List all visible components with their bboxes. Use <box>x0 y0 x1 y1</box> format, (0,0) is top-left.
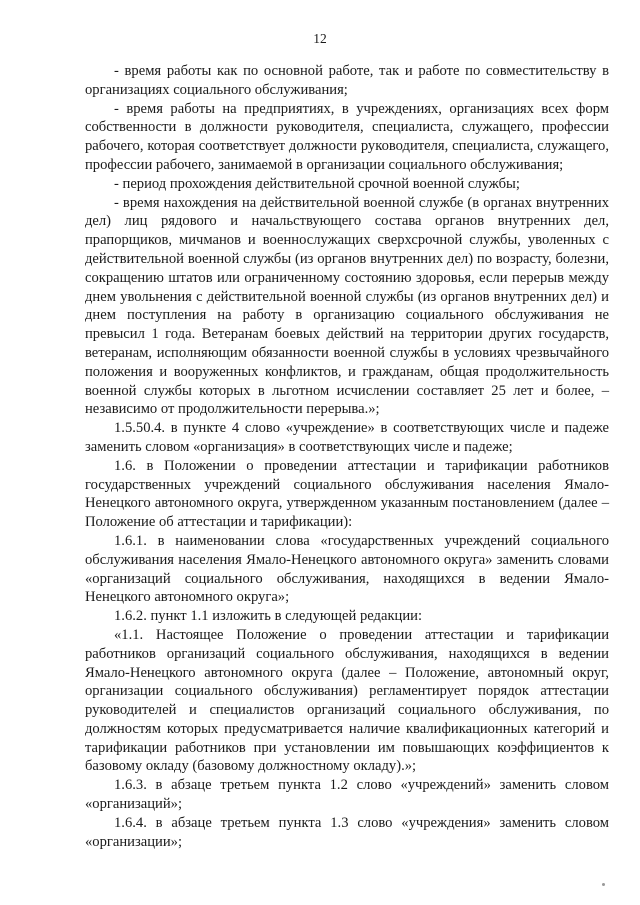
page-number: 12 <box>313 31 327 46</box>
paragraph: 1.6.3. в абзаце третьем пункта 1.2 слово «учреждений» заменить словом «организаций»; <box>85 777 609 813</box>
paragraph: 1.5.50.4. в пункте 4 слово «учреждение» в соответствующих числе и падеже заменить словом «организация» в соответствующих числе и падеже; <box>85 420 609 455</box>
paragraph: 1.6.2. пункт 1.1 изложить в следующей редакции: <box>114 608 423 625</box>
paragraph: - время работы как по основной работе, так и работе по совместительству в организациях социального обслуживания; <box>85 63 609 98</box>
paragraph: 1.6. в Положении о проведении аттестации и тарификации работников государственных учреждений социального обслуживания населения Ямало-Ненецкого автономного округа, утвержденном указанным постановлением (далее – Положение об аттестации и тарификации): <box>85 457 609 531</box>
paragraph: 1.6.1. в наименовании слова «государственных учреждений социального обслуживания населения Ямало-Ненецкого автономного округа» заменить словами «организаций социального обслуживания, находящихся в ведении Ямало-Ненецкого автономного округа»; <box>85 532 609 606</box>
paragraph: - время работы на предприятиях, в учреждениях, организациях всех форм собственности в должности руководителя, специалиста, служащего, профессии рабочего, которая соответствует должности руководителя, специалиста, служащего, профессии рабочего, занимаемой в организации социального обслуживания; <box>85 100 609 173</box>
paragraph: - время нахождения на действительной военной службе (в органах внутренних дел) лиц рядового и начальствующего состава органов внутренних дел, прапорщиков, мичманов и военнослужащих сверхсрочной службы, уволенных с действительной военной службы (из органов внутренних дел) по возрасту, болезни, сокращению штатов или ограниченному состоянию здоровья, если перерыв между днем увольнения с действительной военной службы (из органов внутренних дел) и днем поступления на работу в организацию социального обслуживания не превысил 1 года. Ветеранам боевых действий на территории других государств, ветеранам, исполняющим обязанности военной службы в условиях чрезвычайного положения и вооруженных конфликтов, и гражданам, общая продолжительность военной службы которых в льготном исчислении составляет 25 лет и более, – независимо от продолжительности перерыва.»; <box>85 194 609 418</box>
paragraph: 1.6.4. в абзаце третьем пункта 1.3 слово «учреждения» заменить словом «организации»; <box>85 814 609 850</box>
scan-dot <box>602 883 605 886</box>
paragraph: «1.1. Настоящее Положение о проведении аттестации и тарификации работников организаций социального обслуживания, находящихся в ведении Ямало-Ненецкого автономного округа (далее – Положение, автономный округ, организации социального обслуживания) регламентирует порядок аттестации руководителей и специалистов организаций социального обслуживания, по должностям которых предусматривается наличие квалификационных категорий и тарификации работников при установлении им повышающих коэффициентов к базовому окладу (базовому должностному окладу).»; <box>85 626 609 775</box>
paragraph: - период прохождения действительной срочной военной службы; <box>114 175 520 192</box>
document-body <box>85 62 609 851</box>
